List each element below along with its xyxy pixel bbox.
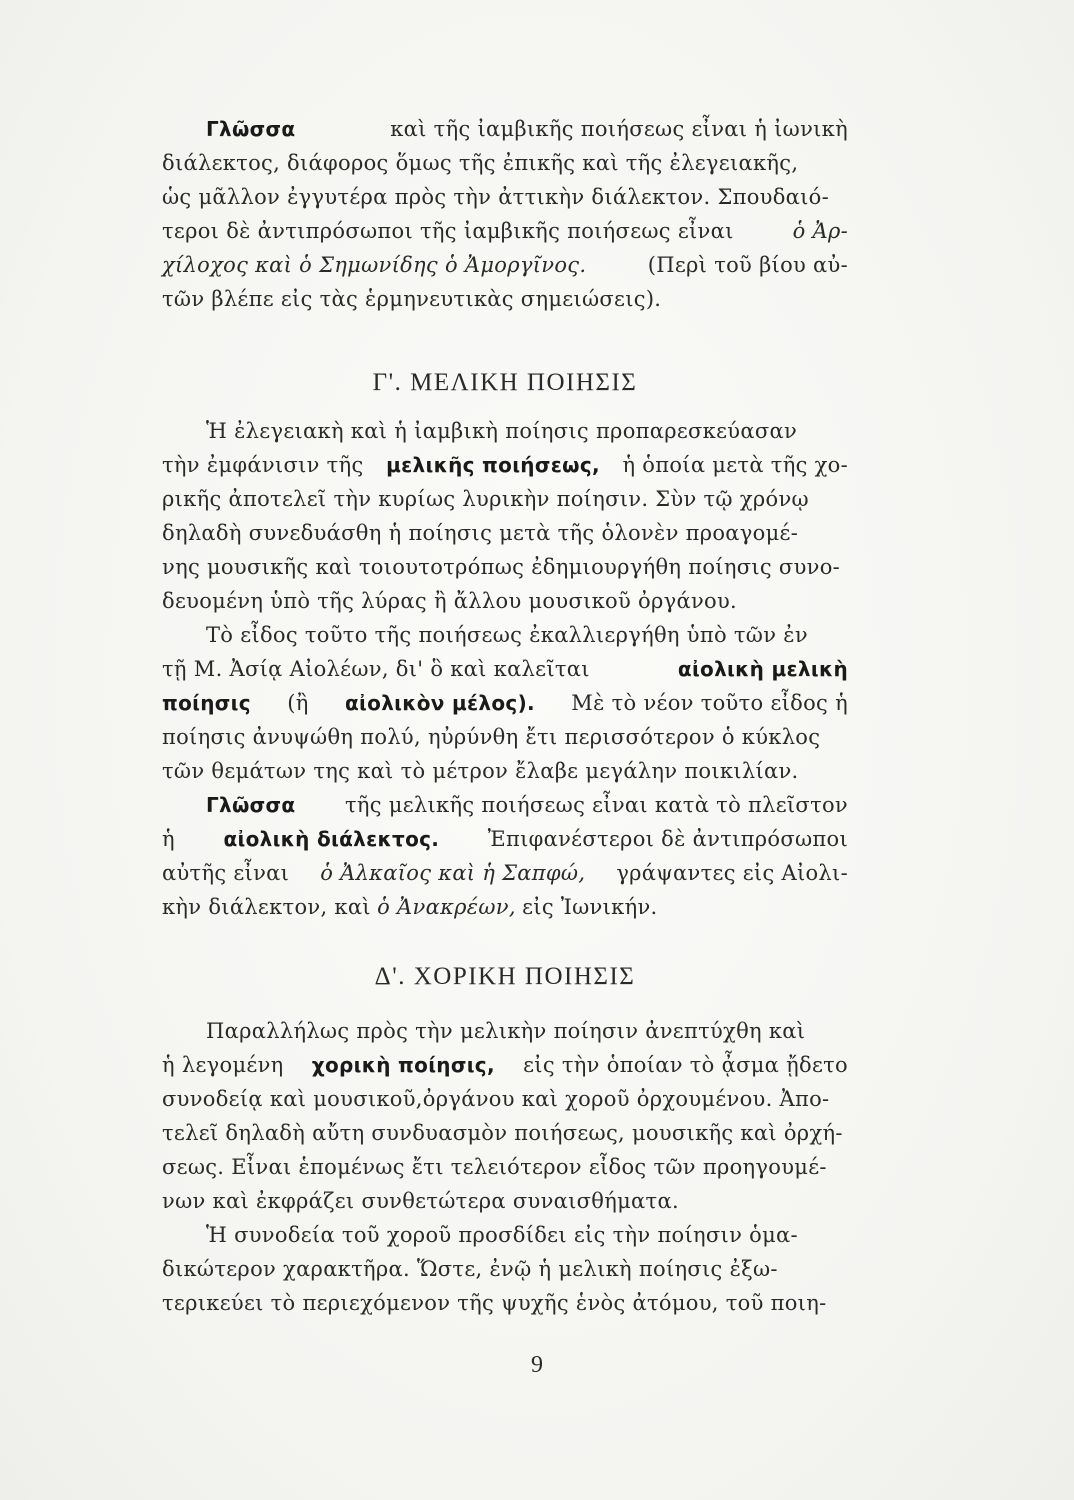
text-line: [162, 686, 848, 720]
text-run: ἡ: [162, 827, 175, 851]
text-line: [162, 1252, 848, 1286]
paragraph-aeolic-melic: [162, 618, 848, 924]
bold-term: αἰολικὴ διάλεκτος.: [223, 827, 440, 851]
text-run: τερικεύει τὸ περιεχόμενον τῆς ψυχῆς ἑνὸς ἀτόμου, τοῦ ποιη-: [162, 1291, 827, 1315]
text-run: ρικῆς ἀποτελεῖ τὴν κυρίως λυρικὴν ποίησιν. Σὺν τῷ χρόνῳ: [162, 487, 809, 511]
text-run: τὴν ἐμφάνισιν τῆς: [162, 453, 364, 477]
text-run: καὶ τῆς ἰαμβικῆς ποιήσεως εἶναι ἡ ἰωνικὴ: [390, 117, 848, 141]
text-line: [162, 1218, 848, 1252]
italic-run: ὁ Ἀρ-: [792, 219, 848, 243]
text-line: [162, 214, 848, 248]
text-run: Ἡ συνοδεία τοῦ χοροῦ προσδίδει εἰς τὴν ποίησιν ὁμα-: [206, 1223, 798, 1247]
text-run: σεως. Εἶναι ἑπομένως ἔτι τελειότερον εἶδος τῶν προηγουμέ-: [162, 1155, 827, 1179]
text-line: [162, 248, 848, 282]
text-line: [162, 448, 848, 482]
paragraph-melic-intro: [162, 414, 848, 618]
bold-term: ποίησις: [162, 691, 251, 715]
text-line: [162, 1014, 848, 1048]
text-line: [162, 516, 848, 550]
text-run: τῆς μελικῆς ποιήσεως εἶναι κατὰ τὸ πλεῖστον: [344, 793, 848, 817]
bold-term: Γλῶσσα: [206, 117, 296, 141]
text-run: (ἢ: [287, 691, 309, 715]
text-run: τῇ Μ. Ἀσίᾳ Αἰολέων, δι' ὃ καὶ καλεῖται: [162, 657, 590, 681]
text-line: [162, 822, 848, 856]
text-line: [162, 180, 848, 214]
italic-run: ὁ Ἀνακρέων,: [377, 895, 516, 919]
text-run: ἡ λεγομένη: [162, 1053, 284, 1077]
text-run: ποίησις ἀνυψώθη πολύ, ηὐρύνθη ἔτι περισσότερον ὁ κύκλος: [162, 725, 821, 749]
text-line: [162, 1082, 848, 1116]
text-run: τελεῖ δηλαδὴ αὔτη συνδυασμὸν ποιήσεως, μουσικῆς καὶ ὀρχή-: [162, 1121, 843, 1145]
text-run: τεροι δὲ ἀντιπρόσωποι τῆς ἰαμβικῆς ποιήσεως εἶναι: [162, 219, 734, 243]
bold-term: Γλῶσσα: [206, 793, 296, 817]
text-run: εἰς τὴν ὁποίαν τὸ ᾆσμα ᾔδετο: [523, 1053, 848, 1077]
text-line: [162, 720, 848, 754]
text-line: [162, 282, 848, 316]
text-line: [162, 584, 848, 618]
bold-term: μελικῆς ποιήσεως,: [386, 453, 600, 477]
text-run: διάλεκτος, διάφορος ὅμως τῆς ἐπικῆς καὶ τῆς ἐλεγειακῆς,: [162, 151, 799, 175]
section-heading-melic: Γ'. ΜΕΛΙΚΗ ΠΟΙΗΣΙΣ: [372, 369, 638, 396]
bold-term: αἰολικὸν μέλος).: [345, 691, 535, 715]
text-line: [162, 1150, 848, 1184]
text-run: νης μουσικῆς καὶ τοιουτοτρόπως ἐδημιουργήθη ποίησις συνο-: [162, 555, 841, 579]
text-line: [162, 1286, 848, 1320]
paragraph-choral-character: [162, 1218, 848, 1320]
text-run: Παραλλήλως πρὸς τὴν μελικὴν ποίησιν ἀνεπτύχθη καὶ: [206, 1019, 806, 1043]
text-run: ὡς μᾶλλον ἐγγυτέρα πρὸς τὴν ἀττικὴν διάλεκτον. Σπουδαιό-: [162, 185, 829, 209]
text-run: δηλαδὴ συνεδυάσθη ἡ ποίησις μετὰ τῆς ὁλονὲν προαγομέ-: [162, 521, 799, 545]
text-line: [162, 652, 848, 686]
text-run: νων καὶ ἐκφράζει συνθετώτερα συναισθήματα.: [162, 1189, 679, 1213]
text-run: ἡ ὁποία μετὰ τῆς χο-: [622, 453, 848, 477]
text-run: γράψαντες εἰς Αἰολι-: [616, 861, 848, 885]
text-line: [162, 112, 848, 146]
text-run: (Περὶ τοῦ βίου αὐ-: [647, 253, 848, 277]
bold-term: χορικὴ ποίησις,: [311, 1053, 495, 1077]
italic-run: ὁ Ἀλκαῖος καὶ ἡ Σαπφώ,: [320, 861, 586, 885]
text-run: δευομένη ὑπὸ τῆς λύρας ἢ ἄλλου μουσικοῦ ὀργάνου.: [162, 589, 737, 613]
text-line: [162, 146, 848, 180]
text-run: Ἡ ἐλεγειακὴ καὶ ἡ ἰαμβικὴ ποίησις προπαρεσκεύασαν: [206, 419, 798, 443]
page-number: 9: [531, 1352, 543, 1378]
text-line: [162, 414, 848, 448]
text-run: δικώτερον χαρακτῆρα. Ὥστε, ἐνῷ ἡ μελικὴ ποίησις ἐξω-: [162, 1257, 778, 1281]
section-heading-choral: Δ'. ΧΟΡΙΚΗ ΠΟΙΗΣΙΣ: [374, 963, 636, 990]
text-run: εἰς Ἰωνικήν.: [522, 895, 658, 919]
text-line: [162, 754, 848, 788]
text-line: [162, 1184, 848, 1218]
bold-term: αἰολικὴ μελικὴ: [677, 657, 848, 681]
text-line: [162, 550, 848, 584]
paragraph-choral-intro: [162, 1014, 848, 1218]
text-line: [162, 890, 848, 924]
text-run: συνοδείᾳ καὶ μουσικοῦ,ὀργάνου καὶ χοροῦ ὀρχουμένου. Ἀπο-: [162, 1087, 830, 1111]
text-line: [162, 1116, 848, 1150]
text-run: τῶν βλέπε εἰς τὰς ἑρμηνευτικὰς σημειώσεις).: [162, 287, 662, 311]
text-line: [162, 856, 848, 890]
text-run: τῶν θεμάτων της καὶ τὸ μέτρον ἔλαβε μεγάλην ποικιλίαν.: [162, 759, 799, 783]
text-line: [162, 482, 848, 516]
text-line: [162, 788, 848, 822]
text-line: [162, 1048, 848, 1082]
italic-run: χίλοχος καὶ ὁ Σημωνίδης ὁ Ἀμοργῖνος.: [162, 253, 587, 277]
text-line: [162, 618, 848, 652]
paragraph-iambic-language: [162, 112, 848, 316]
text-run: αὐτῆς εἶναι: [162, 861, 290, 885]
text-run: Μὲ τὸ νέον τοῦτο εἶδος ἡ: [571, 691, 848, 715]
text-run: κὴν διάλεκτον, καὶ: [162, 895, 371, 919]
text-run: Ἐπιφανέστεροι δὲ ἀντιπρόσωποι: [487, 827, 848, 851]
text-run: Τὸ εἶδος τοῦτο τῆς ποιήσεως ἐκαλλιεργήθη ὑπὸ τῶν ἐν: [206, 623, 808, 647]
